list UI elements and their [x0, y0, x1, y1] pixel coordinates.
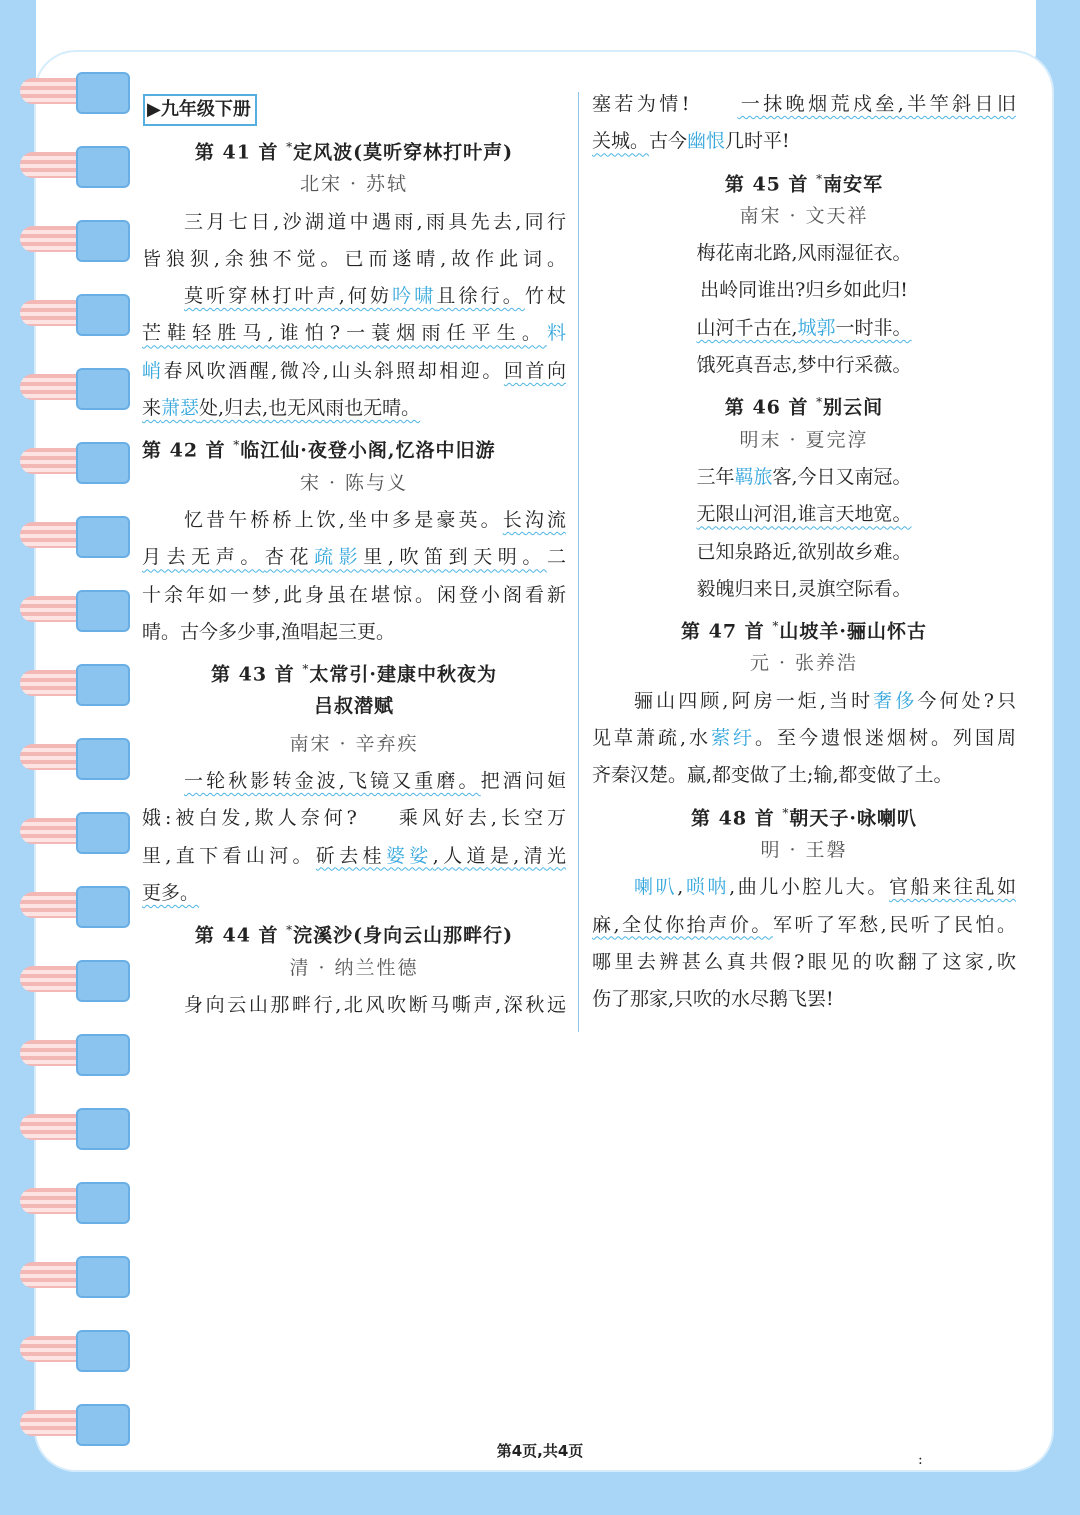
poem-line: 喇叭,唢呐,曲儿小腔儿大。官船来往乱如	[634, 876, 1016, 899]
page-number: 第4页,共4页	[496, 1442, 584, 1460]
poem-line: 无限山河泪,谁言天地宽。	[696, 503, 912, 526]
poem-line: 饿死真吾志,梦中行采薇。	[696, 354, 912, 377]
poem-line: 哪里去辨甚么真共假?眼见的吹翻了这家,吹	[592, 950, 1016, 973]
spiral-ring	[20, 72, 116, 112]
spiral-ring	[20, 738, 116, 778]
right-column	[592, 86, 1016, 1018]
poem-line: 莫听穿林打叶声,何妨吟啸且徐行。竹杖	[184, 285, 566, 308]
poem-line: 身向云山那畔行,北风吹断马嘶声,深秋远	[184, 993, 566, 1016]
poem-line: 娥:被白发,欺人奈何? 乘风好去,长空万	[142, 807, 566, 830]
poem-author: 明末 · 夏完淳	[739, 428, 869, 451]
spiral-ring	[20, 1256, 116, 1296]
poem-line: 已知泉路近,欲别故乡难。	[696, 540, 912, 563]
spiral-ring	[20, 146, 116, 186]
spiral-ring	[20, 812, 116, 852]
poem-author: 南宋 · 文天祥	[739, 204, 869, 227]
poem-line: 晴。古今多少事,渔唱起三更。	[142, 620, 396, 643]
poem-line: 出岭同谁出?归乡如此归!	[700, 279, 908, 302]
poem-author: 元 · 张养浩	[749, 652, 859, 675]
spiral-ring	[20, 1330, 116, 1370]
poem-line: 塞若为情! 一抹晚烟荒戍垒,半竿斜日旧	[592, 93, 1016, 115]
spiral-ring	[20, 294, 116, 334]
poem-author: 北宋 · 苏轼	[299, 173, 409, 196]
poem-line: 骊山四顾,阿房一炬,当时奢侈今何处?只	[634, 689, 1016, 712]
poem-line: 山河千古在,城郭一时非。	[696, 316, 912, 339]
poem-heading: 第 45 首 *南安军	[724, 171, 884, 195]
poem-line: 关城。古今幽恨几时平!	[592, 130, 790, 153]
poem-line: 麻,全仗你抬声价。军听了军愁,民听了民怕。	[592, 913, 1016, 936]
poem-line: 梅花南北路,风雨湿征衣。	[696, 242, 912, 265]
poem-heading: 第 44 首 *浣溪沙(身向云山那畔行)	[194, 923, 514, 947]
poem-heading: 第 48 首 *朝天子·咏喇叭	[691, 805, 917, 829]
poem-line: 十余年如一梦,此身虽在堪惊。闲登小阁看新	[142, 583, 566, 606]
spiral-ring	[20, 590, 116, 630]
poem-line: 伤了那家,只吹的水尽鹅飞罢!	[592, 988, 834, 1011]
poem-line: 忆昔午桥桥上饮,坐中多是豪英。长沟流	[184, 508, 566, 531]
corner-mark: :	[918, 1452, 923, 1468]
poem-line: 峭春风吹酒醒,微冷,山头斜照却相迎。回首向	[142, 359, 566, 382]
poem-heading: 第 43 首 *太常引·建康中秋夜为	[211, 662, 497, 686]
spiral-ring	[20, 960, 116, 1000]
spiral-ring	[20, 886, 116, 926]
poem-heading: 第 41 首 *定风波(莫听穿林打叶声)	[194, 140, 514, 164]
spiral-ring	[20, 1108, 116, 1148]
poem-author: 明 · 王磐	[760, 838, 848, 861]
column-divider	[578, 92, 579, 1032]
poem-line: 更多。	[142, 881, 200, 904]
poem-author: 南宋 · 辛弃疾	[289, 732, 419, 755]
poem-line: 三月七日,沙湖道中遇雨,雨具先去,同行	[184, 210, 566, 233]
poem-line: 来萧瑟处,归去,也无风雨也无晴。	[142, 397, 421, 420]
left-column	[142, 86, 566, 1024]
section-label: ▶九年级下册	[143, 94, 257, 126]
spiral-ring	[20, 1404, 116, 1444]
spiral-ring	[20, 1182, 116, 1222]
poem-heading: 第 42 首 *临江仙·夜登小阁,忆洛中旧游	[142, 438, 496, 462]
poem-line: 芒鞋轻胜马,谁怕?一蓑烟雨任平生。料	[142, 322, 566, 345]
spiral-ring	[20, 368, 116, 408]
poem-line: 齐秦汉楚。赢,都变做了土;输,都变做了土。	[592, 764, 953, 787]
spiral-ring	[20, 220, 116, 260]
spiral-ring	[20, 1034, 116, 1074]
spiral-ring	[20, 516, 116, 556]
poem-line: 三年羁旅客,今日又南冠。	[696, 465, 912, 488]
poem-line: 见草萧疏,水萦纡。至今遗恨迷烟树。列国周	[592, 727, 1016, 750]
poem-author: 清 · 纳兰性德	[289, 956, 419, 979]
poem-line: 里,直下看山河。斫去桂婆娑,人道是,清光	[142, 844, 566, 867]
spiral-ring	[20, 664, 116, 704]
poem-heading: 第 46 首 *别云间	[724, 395, 884, 419]
poem-heading: 第 47 首 *山坡羊·骊山怀古	[681, 619, 927, 643]
poem-author: 宋 · 陈与义	[299, 471, 409, 494]
poem-line: 一轮秋影转金波,飞镜又重磨。把酒问姮	[184, 770, 566, 793]
poem-line: 毅魄归来日,灵旗空际看。	[696, 577, 912, 600]
poem-line: 月去无声。杏花疏影里,吹笛到天明。二	[142, 546, 566, 569]
poem-line: 皆狼狈,余独不觉。已而遂晴,故作此词。	[142, 247, 566, 270]
spiral-ring	[20, 442, 116, 482]
poem-heading-cont: 吕叔潜赋	[313, 695, 394, 718]
